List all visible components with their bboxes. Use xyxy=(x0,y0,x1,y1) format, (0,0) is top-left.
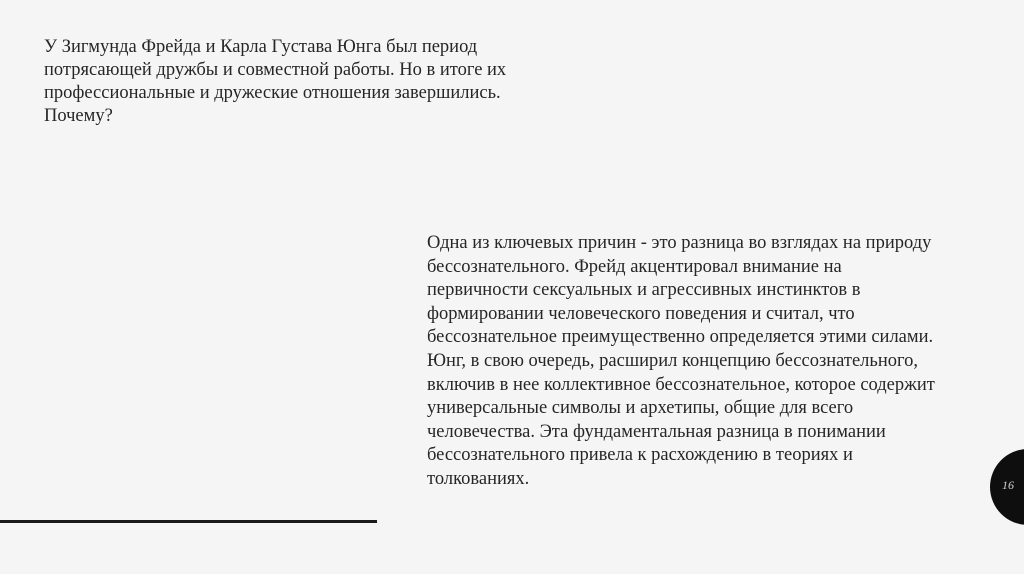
page-number: 16 xyxy=(1002,478,1014,492)
question-text: У Зигмунда Фрейда и Карла Густава Юнга был период потрясающей дружбы и совместной работы. Но в итоге их профессиональные и дружеские отношения завершились. Почему? xyxy=(44,37,507,126)
divider-line xyxy=(0,520,377,523)
answer-text: Одна из ключевых причин - это разница во взглядах на природу бессознательного. Фрейд акцентировал внимание на первичности сексуальных и агрессивных инстинктов в формировании человеческого поведения и считал, что бессознательное преимущественно определяется этими силами. Юнг, в свою очередь, расширил концепцию бессознательного, включив в нее коллективное бессознательное, которое содержит универсальные символы и архетипы, общие для всего человечества. Эта фундаментальная разница в понимании бессознательного привела к расхождению в теориях и толкованиях. xyxy=(427,233,935,489)
